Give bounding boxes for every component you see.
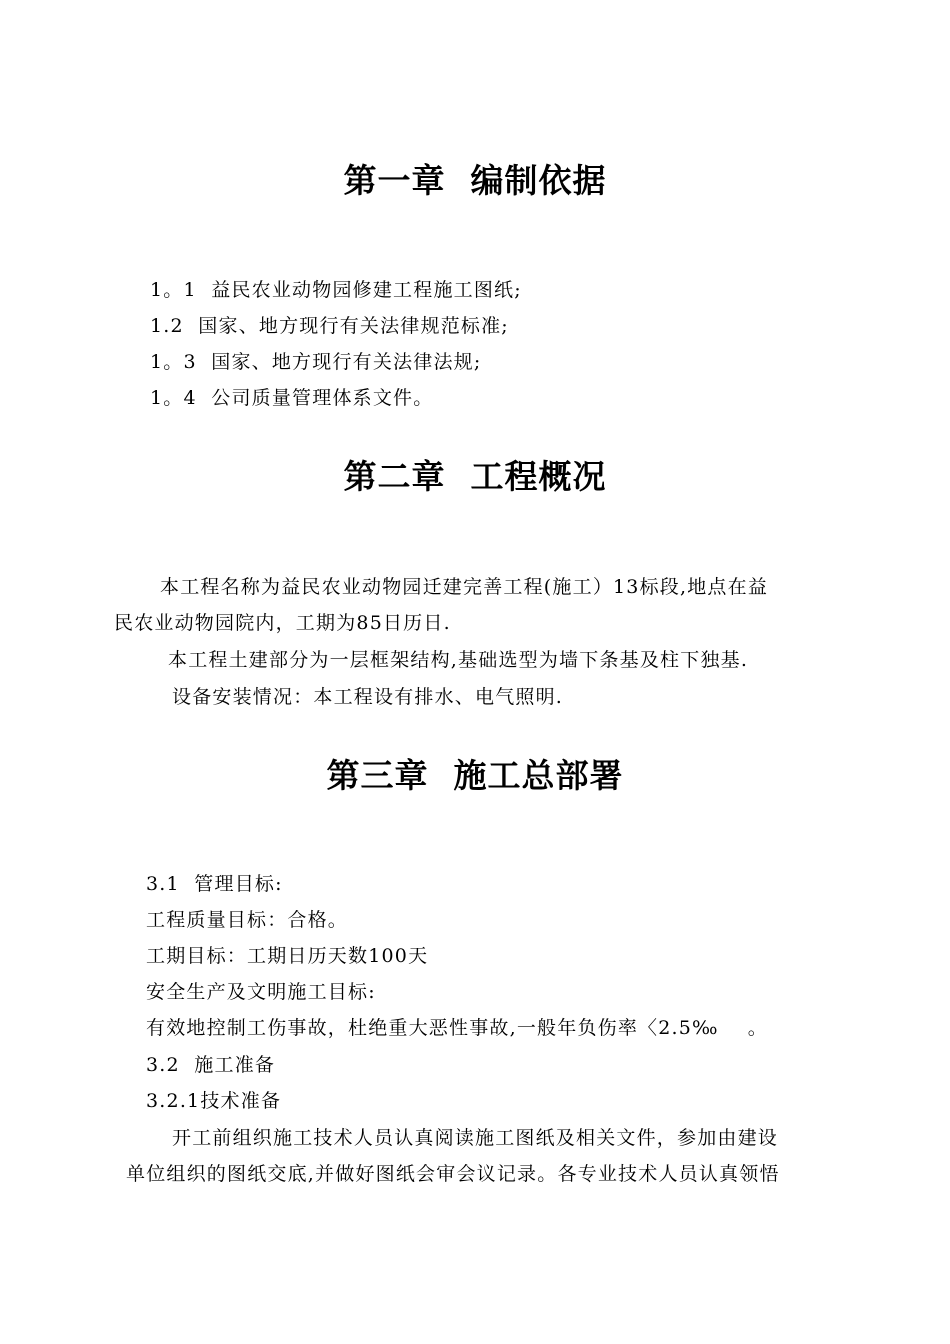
basis-item-3: 1。3 国家、地方现行有关法律法规; <box>150 351 482 373</box>
overview-paragraph-2: 本工程土建部分为一层框架结构,基础选型为墙下条基及柱下独基. <box>168 649 749 671</box>
deployment-line-1: 3.1 管理目标: <box>146 873 283 895</box>
chapter-3-title: 第三章 施工总部署 <box>326 756 624 795</box>
basis-item-1: 1。1 益民农业动物园修建工程施工图纸; <box>150 279 522 301</box>
overview-paragraph-1-line-2: 民农业动物园院内，工期为85日历日. <box>114 612 451 634</box>
deployment-line-6: 3.2 施工准备 <box>146 1054 276 1076</box>
deployment-line-9: 单位组织的图纸交底,并做好图纸会审会议记录。各专业技术人员认真领悟 <box>126 1163 780 1185</box>
basis-item-2: 1.2 国家、地方现行有关法律规范标准; <box>150 315 509 337</box>
deployment-line-7: 3.2.1技术准备 <box>146 1090 282 1112</box>
deployment-line-8: 开工前组织施工技术人员认真阅读施工图纸及相关文件，参加由建设 <box>172 1127 779 1149</box>
chapter-2-title: 第二章 工程概况 <box>343 457 607 496</box>
deployment-line-3: 工期目标：工期日历天数100天 <box>146 945 429 967</box>
chapter-1-title: 第一章 编制依据 <box>343 161 607 200</box>
overview-paragraph-1-line-1: 本工程名称为益民农业动物园迁建完善工程(施工）13标段,地点在益 <box>160 576 769 598</box>
deployment-line-5: 有效地控制工伤事故，杜绝重大恶性事故,一般年负伤率〈2.5‰ 。 <box>146 1017 768 1039</box>
deployment-line-4: 安全生产及文明施工目标: <box>146 981 376 1003</box>
basis-item-4: 1。4 公司质量管理体系文件。 <box>150 387 434 409</box>
overview-paragraph-3: 设备安装情况：本工程设有排水、电气照明. <box>172 686 564 708</box>
deployment-line-2: 工程质量目标：合格。 <box>146 909 349 931</box>
